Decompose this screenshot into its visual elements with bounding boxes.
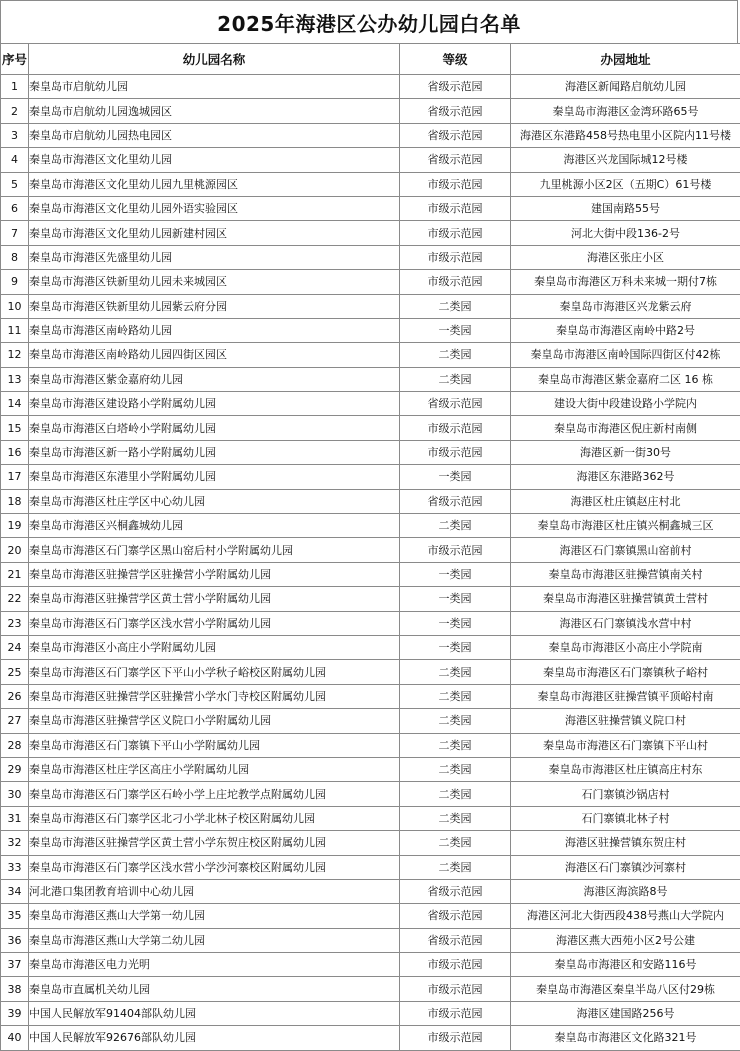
cell-address[interactable]: 海港区新闻路启航幼儿园 [511,75,740,99]
cell-kindergarten-name[interactable]: 秦皇岛市海港区兴桐鑫城幼儿园 [29,514,400,538]
cell-kindergarten-name[interactable]: 秦皇岛市海港区文化里幼儿园新建村园区 [29,221,400,245]
cell-level[interactable]: 市级示范园 [400,977,511,1001]
cell-address[interactable]: 秦皇岛市海港区倪庄新村南侧 [511,416,740,440]
cell-kindergarten-name[interactable]: 秦皇岛市海港区杜庄学区中心幼儿园 [29,489,400,513]
cell-kindergarten-name[interactable]: 秦皇岛市海港区石门寨镇下平山小学附属幼儿园 [29,733,400,757]
cell-row-number[interactable]: 36 [1,928,29,952]
cell-address[interactable]: 秦皇岛市海港区和安路116号 [511,953,740,977]
cell-row-number[interactable]: 35 [1,904,29,928]
cell-level[interactable]: 二类园 [400,343,511,367]
cell-row-number[interactable]: 31 [1,806,29,830]
cell-level[interactable]: 省级示范园 [400,75,511,99]
table-row [1,416,740,440]
cell-kindergarten-name[interactable]: 秦皇岛市启航幼儿园热电园区 [29,123,400,147]
cell-row-number[interactable]: 38 [1,977,29,1001]
cell-kindergarten-name[interactable]: 秦皇岛市海港区白塔岭小学附属幼儿园 [29,416,400,440]
cell-address[interactable]: 海港区海滨路8号 [511,879,740,903]
cell-address[interactable]: 海港区驻操营镇东贺庄村 [511,831,740,855]
table-row [1,75,740,99]
cell-row-number[interactable]: 26 [1,684,29,708]
cell-kindergarten-name[interactable]: 秦皇岛市启航幼儿园 [29,75,400,99]
table-row [1,806,740,830]
cell-level[interactable]: 一类园 [400,611,511,635]
cell-address[interactable]: 秦皇岛市海港区兴龙紫云府 [511,294,740,318]
table-row [1,99,740,123]
cell-address[interactable]: 海港区河北大街西段438号燕山大学院内 [511,904,740,928]
cell-row-number[interactable]: 37 [1,953,29,977]
cell-row-number[interactable]: 24 [1,635,29,659]
cell-address[interactable]: 秦皇岛市海港区万科未来城一期付7栋 [511,270,740,294]
table-row [1,440,740,464]
cell-address[interactable]: 海港区驻操营镇义院口村 [511,709,740,733]
cell-kindergarten-name[interactable]: 秦皇岛市海港区南岭路幼儿园四街区园区 [29,343,400,367]
cell-row-number[interactable]: 22 [1,587,29,611]
table-row [1,733,740,757]
cell-row-number[interactable]: 3 [1,123,29,147]
cell-address[interactable]: 九里桃源小区2区（五期C）61号楼 [511,172,740,196]
cell-row-number[interactable]: 4 [1,148,29,172]
cell-kindergarten-name[interactable]: 秦皇岛市海港区杜庄学区高庄小学附属幼儿园 [29,757,400,781]
cell-kindergarten-name[interactable]: 秦皇岛市海港区小高庄小学附属幼儿园 [29,635,400,659]
cell-kindergarten-name[interactable]: 中国人民解放军91404部队幼儿园 [29,1001,400,1025]
cell-level[interactable]: 市级示范园 [400,953,511,977]
cell-address[interactable]: 秦皇岛市海港区石门寨镇下平山村 [511,733,740,757]
kindergarten-table [0,43,740,1051]
cell-kindergarten-name[interactable]: 秦皇岛市海港区驻操营学区黄土营小学东贺庄校区附属幼儿园 [29,831,400,855]
cell-address[interactable]: 海港区燕大西苑小区2号公建 [511,928,740,952]
table-row [1,538,740,562]
cell-row-number[interactable]: 27 [1,709,29,733]
cell-level[interactable]: 二类园 [400,806,511,830]
cell-row-number[interactable]: 39 [1,1001,29,1025]
cell-row-number[interactable]: 17 [1,465,29,489]
cell-address[interactable]: 石门寨镇沙锅店村 [511,782,740,806]
cell-address[interactable]: 秦皇岛市海港区秦皇半岛八区付29栋 [511,977,740,1001]
table-row [1,1026,740,1050]
cell-level[interactable]: 一类园 [400,318,511,342]
cell-kindergarten-name[interactable]: 秦皇岛市海港区燕山大学第一幼儿园 [29,904,400,928]
cell-level[interactable]: 市级示范园 [400,270,511,294]
cell-kindergarten-name[interactable]: 秦皇岛市海港区石门寨学区北刁小学北林子校区附属幼儿园 [29,806,400,830]
cell-level[interactable]: 二类园 [400,831,511,855]
cell-level[interactable]: 省级示范园 [400,99,511,123]
cell-level[interactable]: 一类园 [400,465,511,489]
cell-kindergarten-name[interactable]: 秦皇岛市海港区石门寨学区下平山小学秋子峪校区附属幼儿园 [29,660,400,684]
cell-row-number[interactable]: 8 [1,245,29,269]
cell-row-number[interactable]: 2 [1,99,29,123]
cell-kindergarten-name[interactable]: 秦皇岛市海港区石门寨学区浅水营小学附属幼儿园 [29,611,400,635]
table-row [1,709,740,733]
table-row [1,587,740,611]
table-row [1,660,740,684]
cell-level[interactable]: 二类园 [400,294,511,318]
cell-kindergarten-name[interactable]: 河北港口集团教育培训中心幼儿园 [29,879,400,903]
cell-kindergarten-name[interactable]: 秦皇岛市海港区驻操营学区黄土营小学附属幼儿园 [29,587,400,611]
cell-level[interactable]: 省级示范园 [400,879,511,903]
cell-address[interactable]: 秦皇岛市海港区石门寨镇秋子峪村 [511,660,740,684]
cell-kindergarten-name[interactable]: 秦皇岛市海港区燕山大学第二幼儿园 [29,928,400,952]
cell-level[interactable]: 市级示范园 [400,1026,511,1050]
cell-level[interactable]: 二类园 [400,782,511,806]
cell-kindergarten-name[interactable]: 秦皇岛市海港区电力光明 [29,953,400,977]
cell-level[interactable]: 市级示范园 [400,440,511,464]
cell-address[interactable]: 石门寨镇北林子村 [511,806,740,830]
cell-level[interactable]: 二类园 [400,514,511,538]
cell-kindergarten-name[interactable]: 秦皇岛市海港区石门寨学区石岭小学上庄坨教学点附属幼儿园 [29,782,400,806]
header-no[interactable]: 序号 [1,44,29,75]
table-row [1,221,740,245]
cell-address[interactable]: 海港区杜庄镇赵庄村北 [511,489,740,513]
cell-row-number[interactable]: 6 [1,196,29,220]
table-row [1,953,740,977]
table-row [1,684,740,708]
header-level[interactable]: 等级 [400,44,511,75]
cell-address[interactable]: 秦皇岛市海港区金湾环路65号 [511,99,740,123]
cell-kindergarten-name[interactable]: 秦皇岛市海港区石门寨学区浅水营小学沙河寨校区附属幼儿园 [29,855,400,879]
cell-row-number[interactable]: 18 [1,489,29,513]
cell-row-number[interactable]: 16 [1,440,29,464]
table-row [1,489,740,513]
table-row [1,757,740,781]
table-row [1,635,740,659]
cell-kindergarten-name[interactable]: 秦皇岛市海港区东港里小学附属幼儿园 [29,465,400,489]
cell-address[interactable]: 海港区石门寨镇黑山窑前村 [511,538,740,562]
table-row [1,172,740,196]
table-row [1,318,740,342]
cell-level[interactable]: 市级示范园 [400,221,511,245]
cell-level[interactable]: 二类园 [400,660,511,684]
table-row [1,611,740,635]
cell-kindergarten-name[interactable]: 秦皇岛市海港区驻操营学区驻操营小学水门寺校区附属幼儿园 [29,684,400,708]
cell-level[interactable]: 市级示范园 [400,416,511,440]
cell-address[interactable]: 秦皇岛市海港区驻操营镇南关村 [511,562,740,586]
cell-row-number[interactable]: 25 [1,660,29,684]
cell-level[interactable]: 市级示范园 [400,245,511,269]
table-row [1,465,740,489]
header-row [1,44,740,75]
cell-address[interactable]: 秦皇岛市海港区杜庄镇高庄村东 [511,757,740,781]
cell-kindergarten-name[interactable]: 秦皇岛市海港区铁新里幼儿园未来城园区 [29,270,400,294]
table-row [1,928,740,952]
table-row [1,367,740,391]
cell-address[interactable]: 秦皇岛市海港区文化路321号 [511,1026,740,1050]
cell-level[interactable]: 省级示范园 [400,392,511,416]
cell-kindergarten-name[interactable]: 中国人民解放军92676部队幼儿园 [29,1026,400,1050]
cell-kindergarten-name[interactable]: 秦皇岛市海港区驻操营学区义院口小学附属幼儿园 [29,709,400,733]
table-row [1,782,740,806]
cell-address[interactable]: 秦皇岛市海港区紫金嘉府二区 16 栋 [511,367,740,391]
table-row [1,294,740,318]
table-row [1,514,740,538]
cell-row-number[interactable]: 40 [1,1026,29,1050]
cell-row-number[interactable]: 11 [1,318,29,342]
table-row [1,245,740,269]
table-row [1,855,740,879]
cell-row-number[interactable]: 29 [1,757,29,781]
cell-kindergarten-name[interactable]: 秦皇岛市海港区文化里幼儿园 [29,148,400,172]
table-row [1,343,740,367]
cell-row-number[interactable]: 34 [1,879,29,903]
table-row [1,196,740,220]
cell-level[interactable]: 省级示范园 [400,489,511,513]
cell-level[interactable]: 省级示范园 [400,148,511,172]
cell-address[interactable]: 秦皇岛市海港区杜庄镇兴桐鑫城三区 [511,514,740,538]
cell-kindergarten-name[interactable]: 秦皇岛市海港区文化里幼儿园九里桃源园区 [29,172,400,196]
cell-kindergarten-name[interactable]: 秦皇岛市海港区石门寨学区黑山窑后村小学附属幼儿园 [29,538,400,562]
cell-row-number[interactable]: 10 [1,294,29,318]
cell-kindergarten-name[interactable]: 秦皇岛市海港区铁新里幼儿园紫云府分园 [29,294,400,318]
cell-row-number[interactable]: 9 [1,270,29,294]
cell-level[interactable]: 一类园 [400,635,511,659]
cell-kindergarten-name[interactable]: 秦皇岛市海港区紫金嘉府幼儿园 [29,367,400,391]
cell-kindergarten-name[interactable]: 秦皇岛市启航幼儿园逸城园区 [29,99,400,123]
cell-level[interactable]: 省级示范园 [400,928,511,952]
cell-row-number[interactable]: 28 [1,733,29,757]
cell-row-number[interactable]: 13 [1,367,29,391]
cell-row-number[interactable]: 32 [1,831,29,855]
table-row [1,1001,740,1025]
table-row [1,879,740,903]
cell-address[interactable]: 秦皇岛市海港区驻操营镇平顶峪村南 [511,684,740,708]
cell-row-number[interactable]: 19 [1,514,29,538]
table-row [1,904,740,928]
table-row [1,562,740,586]
cell-kindergarten-name[interactable]: 秦皇岛市直属机关幼儿园 [29,977,400,1001]
cell-level[interactable]: 市级示范园 [400,172,511,196]
cell-address[interactable]: 海港区张庄小区 [511,245,740,269]
cell-level[interactable]: 省级示范园 [400,904,511,928]
cell-kindergarten-name[interactable]: 秦皇岛市海港区新一路小学附属幼儿园 [29,440,400,464]
cell-address[interactable]: 海港区石门寨镇浅水营中村 [511,611,740,635]
cell-address[interactable]: 河北大街中段136-2号 [511,221,740,245]
cell-level[interactable]: 一类园 [400,587,511,611]
cell-row-number[interactable]: 1 [1,75,29,99]
cell-address[interactable]: 海港区石门寨镇沙河寨村 [511,855,740,879]
cell-row-number[interactable]: 21 [1,562,29,586]
cell-address[interactable]: 海港区东港路362号 [511,465,740,489]
sheet-title: 2025年海港区公办幼儿园白名单 [0,0,738,43]
cell-address[interactable]: 海港区新一街30号 [511,440,740,464]
cell-row-number[interactable]: 30 [1,782,29,806]
cell-address[interactable]: 秦皇岛市海港区小高庄小学院南 [511,635,740,659]
cell-row-number[interactable]: 20 [1,538,29,562]
cell-level[interactable]: 市级示范园 [400,196,511,220]
cell-level[interactable]: 二类园 [400,709,511,733]
cell-level[interactable]: 市级示范园 [400,1001,511,1025]
table-row [1,977,740,1001]
cell-row-number[interactable]: 23 [1,611,29,635]
cell-kindergarten-name[interactable]: 秦皇岛市海港区驻操营学区驻操营小学附属幼儿园 [29,562,400,586]
cell-kindergarten-name[interactable]: 秦皇岛市海港区南岭路幼儿园 [29,318,400,342]
cell-row-number[interactable]: 14 [1,392,29,416]
cell-address[interactable]: 建国南路55号 [511,196,740,220]
cell-level[interactable]: 市级示范园 [400,538,511,562]
cell-row-number[interactable]: 33 [1,855,29,879]
cell-level[interactable]: 二类园 [400,855,511,879]
cell-kindergarten-name[interactable]: 秦皇岛市海港区先盛里幼儿园 [29,245,400,269]
cell-level[interactable]: 二类园 [400,367,511,391]
table-row [1,392,740,416]
cell-address[interactable]: 秦皇岛市海港区驻操营镇黄土营村 [511,587,740,611]
cell-address[interactable]: 海港区东港路458号热电里小区院内11号楼 [511,123,740,147]
cell-kindergarten-name[interactable]: 秦皇岛市海港区建设路小学附属幼儿园 [29,392,400,416]
cell-level[interactable]: 二类园 [400,684,511,708]
cell-row-number[interactable]: 12 [1,343,29,367]
table-row [1,123,740,147]
header-address[interactable]: 办园地址 [511,44,740,75]
cell-level[interactable]: 二类园 [400,733,511,757]
cell-address[interactable]: 秦皇岛市海港区南岭中路2号 [511,318,740,342]
table-row [1,831,740,855]
cell-address[interactable]: 秦皇岛市海港区南岭国际四街区付42栋 [511,343,740,367]
cell-level[interactable]: 二类园 [400,757,511,781]
cell-level[interactable]: 一类园 [400,562,511,586]
table-row [1,148,740,172]
table-body [1,75,740,1051]
header-name[interactable]: 幼儿园名称 [29,44,400,75]
cell-kindergarten-name[interactable]: 秦皇岛市海港区文化里幼儿园外语实验园区 [29,196,400,220]
cell-level[interactable]: 省级示范园 [400,123,511,147]
cell-address[interactable]: 建设大街中段建设路小学院内 [511,392,740,416]
cell-row-number[interactable]: 15 [1,416,29,440]
cell-row-number[interactable]: 7 [1,221,29,245]
cell-address[interactable]: 海港区兴龙国际城12号楼 [511,148,740,172]
table-row [1,270,740,294]
cell-address[interactable]: 海港区建国路256号 [511,1001,740,1025]
cell-row-number[interactable]: 5 [1,172,29,196]
